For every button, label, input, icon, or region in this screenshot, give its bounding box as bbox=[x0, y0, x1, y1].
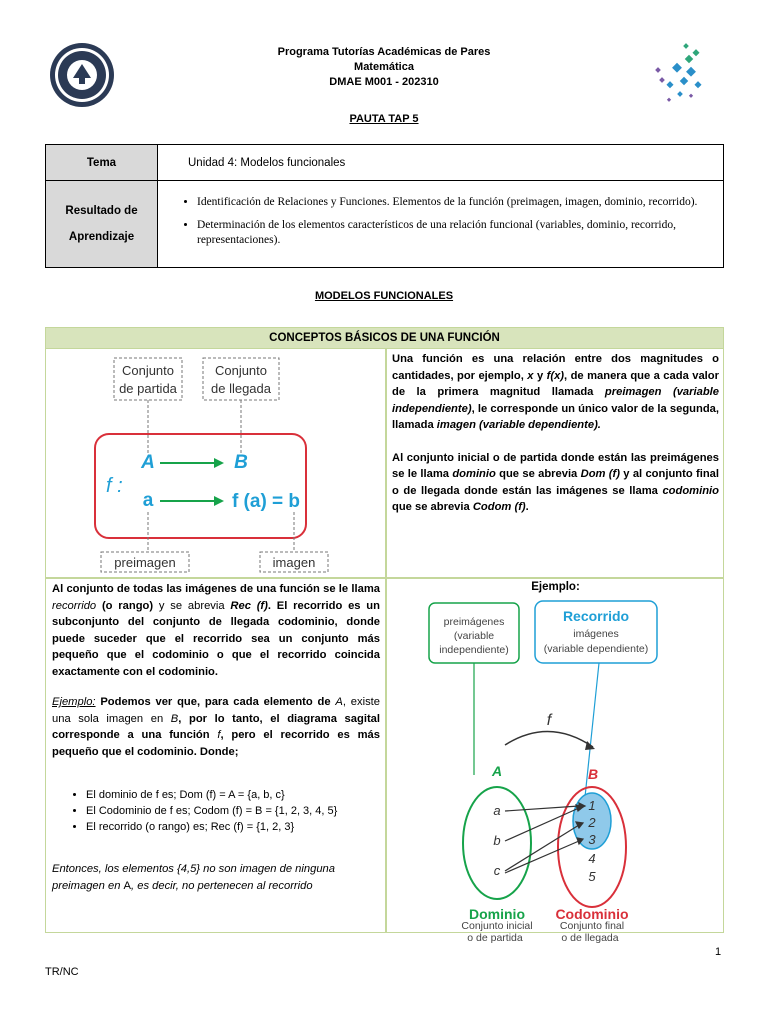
label-f: f : bbox=[106, 475, 123, 497]
codominio-caption-line2: o de llegada bbox=[561, 932, 619, 944]
dominio-caption-line2: o de partida bbox=[467, 932, 523, 944]
cod-item-4: 4 bbox=[588, 851, 596, 866]
label-A: A bbox=[141, 452, 155, 473]
label-dominio: Dominio bbox=[469, 906, 525, 922]
definition-text: Una función es una relación entre dos magnitudes o cantidades, por ejemplo, x y f(x), de manera que a cada valor de la primera magnitud llamada preimagen (variable independiente), le corresponde un único valor de la segunda, llamada imagen (variable dependiente). Al conjunto inicial o de partida donde están las preimágenes se le llama dominio que se abrevia Dom (f) y al conjunto final o de llegada donde están las imágenes se llama codominio que se abrevia Codom (f). bbox=[392, 353, 719, 513]
codominio-caption: Conjunto final bbox=[559, 920, 625, 932]
dom-item-a: a bbox=[493, 803, 501, 818]
definition-cell bbox=[386, 348, 723, 578]
label-a: a bbox=[142, 490, 154, 511]
document-title: PAUTA TAP 5 bbox=[349, 113, 419, 125]
label-recorrido: Recorrido bbox=[562, 608, 630, 624]
label-independiente: independiente) bbox=[439, 644, 509, 656]
list-item: • Determinación de los elementos característicos de una relación funcional (variables, dominio, recorrido, representaciones). bbox=[197, 218, 722, 248]
dom-item-c: c bbox=[493, 863, 501, 878]
concepts-header: CONCEPTOS BÁSICOS DE UNA FUNCIÓN bbox=[46, 328, 723, 349]
cod-item-2: 2 bbox=[588, 815, 596, 830]
conclusion-text: Entonces, los elementos {4,5} no son imagen de ninguna preimagen en A, es decir, no pertenecen al recorrido bbox=[52, 863, 335, 892]
page-number: 1 bbox=[715, 946, 722, 958]
concepts-section bbox=[45, 327, 724, 933]
list-item: • Identificación de Relaciones y Funciones. Elementos de la función (preimagen, imagen, dominio, recorrido). bbox=[197, 195, 722, 210]
label-conjunto-llegada: Conjunto bbox=[214, 363, 268, 378]
cod-item-1: 1 bbox=[588, 798, 596, 813]
label-de-partida: de partida bbox=[119, 381, 177, 396]
sagittal-diagram bbox=[387, 597, 723, 931]
info-table bbox=[45, 144, 724, 268]
label-conjunto-partida: Conjunto bbox=[121, 363, 175, 378]
example-title: Ejemplo: bbox=[531, 581, 580, 593]
university-seal bbox=[49, 42, 115, 108]
list-item: • El dominio de f es; Dom (f) = A = {a, b, c} bbox=[86, 787, 416, 803]
label-imagenes: imágenes bbox=[573, 628, 619, 640]
resultado-label: Resultado de Aprendizaje bbox=[46, 181, 158, 268]
label-de-llegada: de llegada bbox=[211, 381, 271, 396]
cod-item-5: 5 bbox=[588, 869, 596, 884]
learning-outcomes-list bbox=[159, 195, 722, 248]
label-B: B bbox=[234, 452, 248, 473]
label-codominio: Codominio bbox=[555, 906, 629, 922]
function-diagram bbox=[46, 348, 384, 576]
header-subject: Matemática bbox=[354, 61, 414, 73]
label-f-arrow: f bbox=[546, 712, 552, 729]
label-set-B: B bbox=[587, 766, 599, 782]
label-preimagen: preimagen bbox=[114, 555, 176, 570]
tema-value: Unidad 4: Modelos funcionales bbox=[158, 145, 724, 181]
dominio-caption: Conjunto inicial bbox=[461, 920, 533, 932]
label-preimagenes: preimágenes bbox=[443, 616, 505, 628]
list-item: • El recorrido (o rango) es; Rec (f) = {1, 2, 3} bbox=[86, 819, 416, 835]
cod-item-3: 3 bbox=[588, 832, 596, 847]
header-course-code: DMAE M001 - 202310 bbox=[329, 76, 439, 88]
dots-logo bbox=[648, 42, 714, 108]
label-fab: f (a) = b bbox=[231, 491, 301, 512]
example-diagram-cell bbox=[386, 578, 723, 932]
dom-item-b: b bbox=[493, 833, 501, 848]
footer-initials: TR/NC bbox=[45, 966, 79, 978]
recorrido-cell bbox=[46, 578, 386, 932]
list-item: • El Codominio de f es; Codom (f) = B = {1, 2, 3, 4, 5} bbox=[86, 803, 416, 819]
recorrido-text: Al conjunto de todas las imágenes de una función se le llama recorrido (o rango) y se abrevia Rec (f). El recorrido es un subconjunto del conjunto de llegada codominio, donde puede suceder que el recorrido sea un conjunto más pequeño que el codominio o que el recorrido coincida exactamente con el codominio. Ejemplo: Podemos ver que, para cada elemento de A, existe una sola imagen en B, por lo tanto, el diagrama sagital corresponde a una función f, pero el recorrido es más pequeño que el codominio. Donde; bbox=[52, 583, 380, 758]
label-variable: (variable bbox=[453, 630, 495, 642]
label-imagen: imagen bbox=[272, 555, 316, 570]
function-diagram-cell bbox=[46, 348, 386, 578]
label-set-A: A bbox=[491, 763, 503, 779]
section-title: MODELOS FUNCIONALES bbox=[314, 290, 454, 302]
sets-list bbox=[46, 787, 416, 835]
tema-label: Tema bbox=[46, 145, 158, 181]
label-variable-dependiente: (variable dependiente) bbox=[543, 643, 649, 655]
header-program: Programa Tutorías Académicas de Pares bbox=[277, 46, 491, 58]
